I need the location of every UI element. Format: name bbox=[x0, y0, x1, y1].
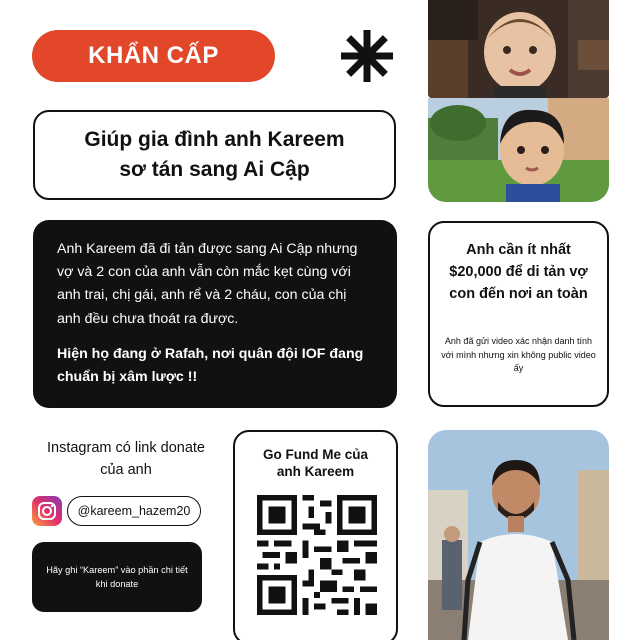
title-line-2: sơ tán sang Ai Cập bbox=[119, 158, 310, 181]
kareem-photo-street bbox=[428, 430, 609, 640]
donate-note-box bbox=[32, 542, 202, 612]
gofundme-box bbox=[233, 430, 398, 640]
story-paragraph-1: Anh Kareem đã đi tản được sang Ai Cập nhưng vợ và 2 con của anh vẫn còn mắc kẹt cùng với anh trai, chị gái, anh rể và 2 cháu, con của chị anh đều chưa thoát ra được. bbox=[57, 241, 358, 327]
instagram-handle-link[interactable] bbox=[67, 496, 201, 526]
story-box bbox=[33, 220, 397, 408]
child-photo-garden bbox=[428, 98, 609, 202]
donate-note-text: Hãy ghi “Kareem” vào phần chi tiết khi donate bbox=[46, 565, 188, 589]
need-text: Anh cần ít nhất $20,000 để di tản vợ con đến nơi an toàn bbox=[449, 242, 588, 302]
need-box bbox=[428, 221, 609, 407]
instagram-handle-text: @kareem_hazem20 bbox=[77, 504, 191, 518]
child-photo-indoor bbox=[428, 0, 609, 98]
title-box bbox=[33, 110, 396, 200]
asterisk-icon bbox=[339, 28, 395, 84]
title-line-1: Giúp gia đình anh Kareem bbox=[84, 128, 345, 151]
gofundme-title: Go Fund Me của anh Kareem bbox=[262, 447, 368, 479]
need-note: Anh đã gửi video xác nhận danh tính với mình nhưng xin không public video ấy bbox=[441, 336, 596, 373]
qr-code-icon[interactable] bbox=[257, 495, 377, 615]
instagram-caption: Instagram có link donate của anh bbox=[47, 440, 205, 478]
urgent-badge bbox=[32, 30, 275, 82]
instagram-icon[interactable] bbox=[32, 496, 62, 526]
story-paragraph-2: Hiện họ đang ở Rafah, nơi quân đội IOF đang chuẩn bị xâm lược !! bbox=[57, 345, 364, 386]
urgent-badge-label: KHẨN CẤP bbox=[88, 42, 219, 69]
